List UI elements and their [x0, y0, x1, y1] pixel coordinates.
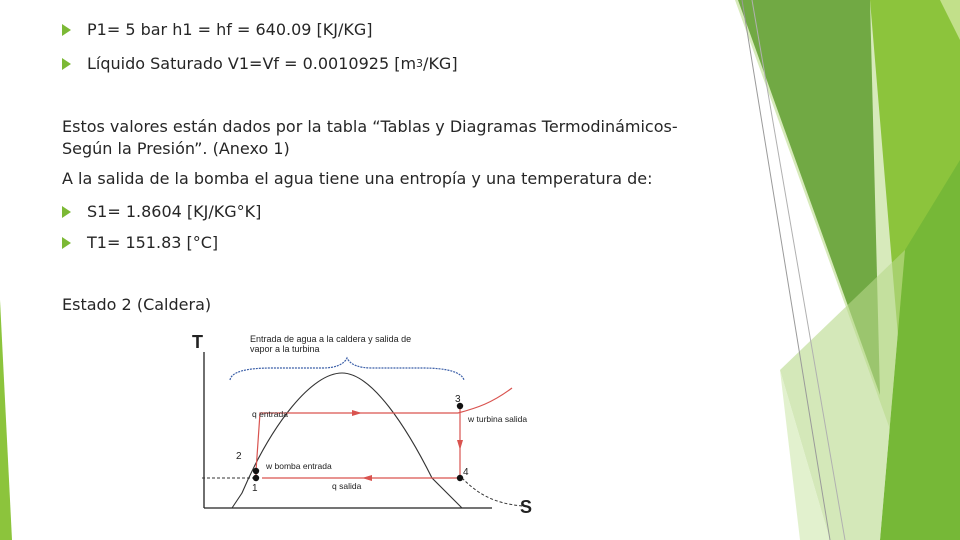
- axis-label-s: S: [520, 497, 533, 517]
- label-q-salida: q salida: [332, 481, 362, 491]
- deco-left-sliver: [0, 300, 12, 540]
- point-label-2: 2: [236, 451, 242, 462]
- arrow-turbina-icon: [457, 440, 463, 450]
- axis-label-t: T: [192, 332, 203, 352]
- bullet-pressure-enthalpy: [62, 20, 373, 40]
- diagram-title-line-2: vapor a la turbina: [250, 344, 320, 354]
- arrow-q-entrada-icon: [352, 410, 362, 416]
- point-label-1: 1: [252, 483, 258, 494]
- bullet-arrow-icon: [62, 206, 71, 218]
- bullet-text: S1= 1.8604 [KJ/KG°K]: [87, 202, 262, 221]
- bullet-arrow-icon: [62, 237, 71, 249]
- arrow-q-salida-icon: [362, 475, 372, 481]
- diagram-title-line-1: Entrada de agua a la caldera y salida de: [250, 334, 412, 344]
- point-label-4: 4: [463, 467, 469, 478]
- dashed-right-curve: [462, 478, 522, 506]
- ts-diagram: [192, 328, 552, 518]
- bullet-text: P1= 5 bar h1 = hf = 640.09 [KJ/KG]: [87, 20, 373, 39]
- paragraph-line: Según la Presión”. (Anexo 1): [62, 139, 290, 158]
- label-q-entrada: q entrada: [252, 409, 288, 419]
- state-point-2: [253, 468, 259, 474]
- bullet-text-tail: /KG]: [423, 54, 458, 73]
- section-title-estado-2: Estado 2 (Caldera): [62, 295, 212, 314]
- bullet-arrow-icon: [62, 58, 71, 70]
- paragraph-table-source: [62, 116, 678, 160]
- diagram-brace: [230, 358, 464, 380]
- bullet-superscript: 3: [416, 57, 424, 70]
- point-label-3: 3: [455, 394, 461, 405]
- bullet-entropy: [62, 202, 261, 222]
- label-w-turbina: w turbina salida: [468, 414, 528, 424]
- bullet-text: Líquido Saturado V1=Vf = 0.0010925 [m: [87, 54, 417, 73]
- paragraph-line: Estos valores están dados por la tabla “Tablas y Diagramas Termodinámicos-: [62, 117, 678, 136]
- bullet-text: T1= 151.83 [°C]: [87, 233, 219, 252]
- bullet-saturated-liquid: [62, 54, 458, 74]
- state-point-1: [253, 475, 259, 481]
- bullet-arrow-icon: [62, 24, 71, 36]
- label-w-bomba: w bomba entrada: [266, 461, 332, 471]
- bullet-temperature: [62, 233, 218, 253]
- paragraph-pump-outlet: A la salida de la bomba el agua tiene una entropía y una temperatura de:: [62, 169, 653, 188]
